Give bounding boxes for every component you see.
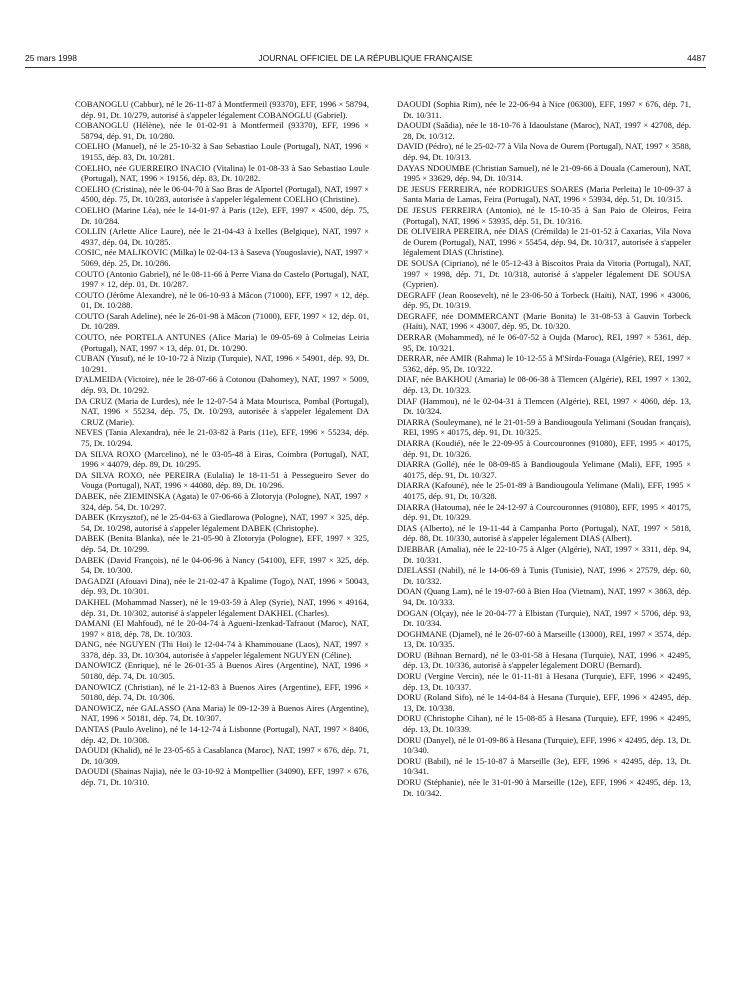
naturalization-entry: DERRAR (Mohammed), né le 06-07-52 à Oujda (Maroc), REI, 1997 × 5361, dép. 95, Dt. 10/321.: [397, 332, 691, 353]
naturalization-entry: DORU (Stéphanie), née le 31-01-90 à Marseille (12e), EFF, 1996 × 42495, dép. 13, Dt. 10/342.: [397, 777, 691, 798]
right-column: [397, 99, 691, 798]
naturalization-entry: DANTAS (Paulo Avelino), né le 14-12-74 à Lisbonne (Portugal), NAT, 1997 × 8406, dép. 42, Dt. 10/308.: [75, 724, 369, 745]
naturalization-entry: DORU (Babil), né le 15-10-87 à Marseille (3e), EFF, 1996 × 42495, dép. 13, Dt. 10/341.: [397, 755, 691, 777]
naturalization-entry: DABEK, née ZIEMINSKA (Agata) le 07-06-66 à Zlotoryja (Pologne), NAT, 1997 × 324, dép. 54, Dt. 10/297.: [75, 490, 369, 512]
naturalization-entry: DJEBBAR (Amalia), née le 22-10-75 à Alger (Algérie), NAT, 1997 × 3311, dép. 94, Dt. 10/331.: [397, 543, 691, 565]
naturalization-entry: DJELASSI (Nabil), né le 14-06-69 à Tunis (Tunisie), NAT, 1996 × 27579, dép. 60, Dt. 10/332.: [397, 565, 691, 586]
naturalization-entry: COELHO, née GUERREIRO INACIO (Vitalina) le 01-08-33 à Sao Sebastiao Loule (Portugal), NAT, 1996 × 19156, dép. 83, Dt. 10/282.: [75, 162, 369, 184]
naturalization-entry: DIAF (Hammou), né le 02-04-31 à Tlemcen (Algérie), REI, 1997 × 4060, dép. 13, Dt. 10/324.: [397, 395, 691, 417]
naturalization-entry: DE OLIVEIRA PEREIRA, née DIAS (Crémilda) le 21-01-52 à Caxarias, Vila Nova de Ourem (Portugal), NAT, 1996 × 55454, dép. 94, Dt. 10/317, autorisée à s'appeler légalement DIAS (Christine).: [397, 226, 691, 258]
naturalization-entry: DA SILVA ROXO, née PEREIRA (Eulalia) le 18-11-51 à Pessegueiro Sever do Vouga (Portugal), NAT, 1996 × 44080, dép. 89, Dt. 10/296.: [75, 469, 369, 491]
naturalization-entry: DOGHMANE (Djamel), né le 26-07-60 à Marseille (13000), REI, 1997 × 3574, dép. 13, Dt. 10/335.: [397, 628, 691, 650]
naturalization-entry: COLLIN (Arlette Alice Laure), née le 21-04-43 à Ixelles (Belgique), NAT, 1997 × 4937, dép. 04, Dt. 10/285.: [75, 226, 369, 247]
naturalization-entry: DE JESUS FERREIRA (Antonio), né le 15-10-35 à San Paio de Oleiros, Feira (Portugal), NAT, 1996 × 53935, dép. 51, Dt. 10/316.: [397, 204, 691, 226]
naturalization-entry: DE SOUSA (Cipriano), né le 05-12-43 à Biscoitos Praia da Vitoria (Portugal), NAT, 1997 × 1998, dép. 71, Dt. 10/318, autorisé à s'appeler légalement DE SOUSA (Cyprien).: [397, 257, 691, 290]
naturalization-entry: DABEK (Benita Blanka), née le 21-05-90 à Zlotoryja (Pologne), EFF, 1997 × 325, dép. 54, Dt. 10/299.: [75, 533, 369, 554]
naturalization-entry: DIAS (Alberto), né le 19-11-44 à Campanha Porto (Portugal), NAT, 1997 × 5818, dép. 88, Dt. 10/330, autorisé à s'appeler légalement DIAS (Albert).: [397, 522, 691, 544]
naturalization-entry: DANOWICZ, née GALASSO (Ana Maria) le 09-12-39 à Buenos Aires (Argentine), NAT, 1996 × 50181, dép. 74, Dt. 10/307.: [75, 702, 369, 724]
left-column: [75, 99, 369, 788]
naturalization-entry: COUTO (Antonio Gabriel), né le 08-11-66 à Perre Viana do Castelo (Portugal), NAT, 1997 × 12, dép. 01, Dt. 10/287.: [75, 268, 369, 290]
naturalization-entry: DAGADZI (Afouavi Dina), née le 21-02-47 à Kpalime (Togo), NAT, 1996 × 50043, dép. 93, Dt. 10/301.: [75, 575, 369, 597]
naturalization-entry: DABEK (David François), né le 04-06-96 à Nancy (54100), EFF, 1997 × 325, dép. 54, Dt. 10/300.: [75, 554, 369, 576]
naturalization-entry: DAVID (Pédro), né le 25-02-77 à Vila Nova de Ourem (Portugal), NAT, 1997 × 3588, dép. 94, Dt. 10/313.: [397, 141, 691, 162]
naturalization-entry: DEGRAFF (Jean Roosevelt), né le 23-06-50 à Torbeck (Haïti), NAT, 1996 × 43006, dép. 95, Dt. 10/319.: [397, 289, 691, 311]
naturalization-entry: DA SILVA ROXO (Marcelino), né le 03-05-48 à Eiras, Coimbra (Portugal), NAT, 1996 × 44079, dép. 89, Dt. 10/295.: [75, 448, 369, 470]
naturalization-entry: DANOWICZ (Enrique), né le 26-01-35 à Buenos Aires (Argentine), NAT, 1996 × 50180, dép. 74, Dt. 10/305.: [75, 660, 369, 682]
naturalization-entry: DAOUDI (Saâdia), née le 18-10-76 à Idaoulstane (Maroc), NAT, 1997 × 42708, dép. 28, Dt. 10/312.: [397, 120, 691, 141]
header-rule: [25, 67, 706, 68]
page-header: [25, 53, 706, 65]
naturalization-entry: DEGRAFF, née DOMMERCANT (Marie Bonita) le 31-08-53 à Gauvin Torbeck (Haïti), NAT, 1996 × 43007, dép. 95, Dt. 10/320.: [397, 310, 691, 332]
journal-title: JOURNAL OFFICIEL DE LA RÉPUBLIQUE FRANÇAISE: [258, 53, 473, 63]
naturalization-entry: NEVES (Tania Alexandra), née le 21-03-82 à Paris (11e), EFF, 1996 × 55234, dép. 75, Dt. 10/294.: [75, 427, 369, 448]
naturalization-entry: DAOUDI (Shainas Najia), née le 03-10-92 à Montpellier (34090), EFF, 1997 × 676, dép. 71, Dt. 10/310.: [75, 766, 369, 787]
page-number: 4487: [687, 53, 706, 63]
naturalization-entry: DORU (Danyel), né le 01-09-86 à Hesana (Turquie), EFF, 1996 × 42495, dép. 13, Dt. 10/340.: [397, 734, 691, 756]
naturalization-entry: COSIC, née MALJKOVIC (Milka) le 02-04-13 à Saseva (Yougoslavie), NAT, 1997 × 5069, dép. 25, Dt. 10/286.: [75, 247, 369, 268]
naturalization-entry: COUTO (Jérôme Alexandre), né le 06-10-93 à Mâcon (71000), EFF, 1997 × 12, dép. 01, Dt. 10/288.: [75, 289, 369, 311]
naturalization-entry: DAOUDI (Khalid), né le 23-05-65 à Casablanca (Maroc), NAT, 1997 × 676, dép. 71, Dt. 10/309.: [75, 745, 369, 766]
naturalization-entry: D'ALMEIDA (Victoire), née le 28-07-66 à Cotonou (Dahomey), NAT, 1997 × 5009, dép. 93, Dt. 10/292.: [75, 374, 369, 396]
naturalization-entry: COUTO, née PORTELA ANTUNES (Alice Maria) le 09-05-69 à Colmeias Leiria (Portugal), NAT, 1997 × 13, dép. 01, Dt. 10/290.: [75, 332, 369, 353]
naturalization-entry: DOAN (Quang Lam), né le 19-07-60 à Bien Hoa (Vietnam), NAT, 1997 × 3863, dép. 94, Dt. 10/333.: [397, 586, 691, 607]
naturalization-entry: DIARRA (Souleymane), né le 21-01-59 à Bandiougoula Yelimani (Soudan français), REI, 1995 × 40175, dép. 91, Dt. 10/325.: [397, 416, 691, 438]
naturalization-entry: DIARRA (Koudié), née le 22-09-95 à Courcouronnes (91080), EFF, 1995 × 40175, dép. 91, Dt. 10/326.: [397, 438, 691, 459]
naturalization-entry: DAYAS NDOUMBE (Christian Samuel), né le 21-09-66 à Douala (Cameroun), NAT, 1995 × 33629, dép. 94, Dt. 10/314.: [397, 162, 691, 184]
naturalization-entry: COUTO (Sarah Adeline), née le 26-01-98 à Mâcon (71000), EFF, 1997 × 12, dép. 01, Dt. 10/289.: [75, 310, 369, 332]
naturalization-entry: COELHO (Manuel), né le 25-10-32 à Sao Sebastiao Loule (Portugal), NAT, 1996 × 19155, dép. 83, Dt. 10/281.: [75, 141, 369, 162]
naturalization-entry: DIAF, née BAKHOU (Amaria) le 08-06-38 à Tlemcen (Algérie), REI, 1997 × 1302, dép. 13, Dt. 10/323.: [397, 374, 691, 396]
naturalization-entry: DAOUDI (Sophia Rim), née le 22-06-94 à Nice (06300), EFF, 1997 × 676, dép. 71, Dt. 10/311.: [397, 99, 691, 120]
publication-date: 25 mars 1998: [25, 53, 77, 63]
naturalization-entry: DANOWICZ (Christian), né le 21-12-83 à Buenos Aires (Argentine), EFF, 1996 × 50180, dép. 74, Dt. 10/306.: [75, 681, 369, 703]
naturalization-entry: COBANOGLU (Cabbur), né le 26-11-87 à Montfermeil (93370), EFF, 1996 × 58794, dép. 91, Dt. 10/279, autorisé à s'appeler légalement COBANOGLU (Gabriel).: [75, 99, 369, 120]
naturalization-entry: DORU (Bihnan Bernard), né le 03-01-58 à Hesana (Turquie), NAT, 1996 × 42495, dép. 13, Dt. 10/336, autorisé à s'appeler légalement DORU (Bernard).: [397, 649, 691, 671]
naturalization-entry: DIARRA (Hatouma), née le 24-12-97 à Courcouronnes (91080), EFF, 1995 × 40175, dép. 91, Dt. 10/329.: [397, 501, 691, 523]
naturalization-entry: DAMANI (El Mahfoud), né le 20-04-74 à Agueni-Izenkad-Tafraout (Maroc), NAT, 1997 × 818, dép. 78, Dt. 10/303.: [75, 618, 369, 639]
naturalization-entry: DORU (Christophe Cihan), né le 15-08-85 à Hesana (Turquie), EFF, 1996 × 42495, dép. 13, Dt. 10/339.: [397, 713, 691, 735]
naturalization-entry: DORU (Vergine Vercin), née le 01-11-81 à Hesana (Turquie), EFF, 1996 × 42495, dép. 13, Dt. 10/337.: [397, 671, 691, 692]
naturalization-entry: DABEK (Krzysztof), né le 25-04-63 à Giedlarowa (Pologne), NAT, 1997 × 325, dép. 54, Dt. 10/298, autorisé à s'appeler légalement DABEK (Christophe).: [75, 512, 369, 533]
naturalization-entry: DANG, née NGUYEN (Thi Hoi) le 12-04-74 à Khammouane (Laos), NAT, 1997 × 3378, dép. 33, Dt. 10/304, autorisée à s'appeler légalement NGUYEN (Céline).: [75, 639, 369, 660]
naturalization-entry: DA CRUZ (Maria de Lurdes), née le 12-07-54 à Mata Mourisca, Pombal (Portugal), NAT, 1996 × 55234, dép. 75, Dt. 10/293, autorisée à s'appeler légalement DA CRUZ (Marie).: [75, 395, 369, 427]
naturalization-entry: COBANOGLU (Hélène), née le 01-02-91 à Montfermeil (93370), EFF, 1996 × 58794, dép. 91, Dt. 10/280.: [75, 120, 369, 141]
naturalization-entry: DAKHEL (Mohammad Nasser), né le 19-03-59 à Alep (Syrie), NAT, 1996 × 49164, dép. 31, Dt. 10/302, autorisé à s'appeler légalement DAKHEL (Charles).: [75, 596, 369, 618]
naturalization-entry: DERRAR, née AMIR (Rahma) le 10-12-55 à M'Sirda-Fouaga (Algérie), REI, 1997 × 5362, dép. 95, Dt. 10/322.: [397, 353, 691, 374]
naturalization-entry: DIARRA (Kafouné), née le 25-01-89 à Bandiougoula Yelimane (Mali), EFF, 1995 × 40175, dép. 91, Dt. 10/328.: [397, 480, 691, 501]
naturalization-entry: CUBAN (Yusuf), né le 10-10-72 à Nizip (Turquie), NAT, 1996 × 54901, dép. 93, Dt. 10/291.: [75, 353, 369, 374]
naturalization-entry: DE JESUS FERREIRA, née RODRIGUES SOARES (Maria Perleita) le 10-09-37 à Santa Maria de Lamas, Feira (Portugal), NAT, 1996 × 53934, dép. 51, Dt. 10/315.: [397, 183, 691, 205]
naturalization-entry: COELHO (Cristina), née le 06-04-70 à Sao Bras de Alportel (Portugal), NAT, 1997 × 4500, dép. 75, Dt. 10/283, autorisée à s'appeler légalement COELHO (Christine).: [75, 183, 369, 205]
naturalization-entry: DIARRA (Gollé), née le 08-09-85 à Bandiougoula Yelimane (Mali), EFF, 1995 × 40175, dép. 91, Dt. 10/327.: [397, 459, 691, 480]
naturalization-entry: DORU (Roland Sifo), né le 14-04-84 à Hesana (Turquie), EFF, 1996 × 42495, dép. 13, Dt. 10/338.: [397, 692, 691, 713]
naturalization-entry: DOGAN (Olçay), née le 20-04-77 à Elbistan (Turquie), NAT, 1997 × 5706, dép. 93, Dt. 10/334.: [397, 607, 691, 629]
naturalization-entry: COELHO (Marine Léa), née le 14-01-97 à Paris (12e), EFF, 1997 × 4500, dép. 75, Dt. 10/284.: [75, 204, 369, 226]
